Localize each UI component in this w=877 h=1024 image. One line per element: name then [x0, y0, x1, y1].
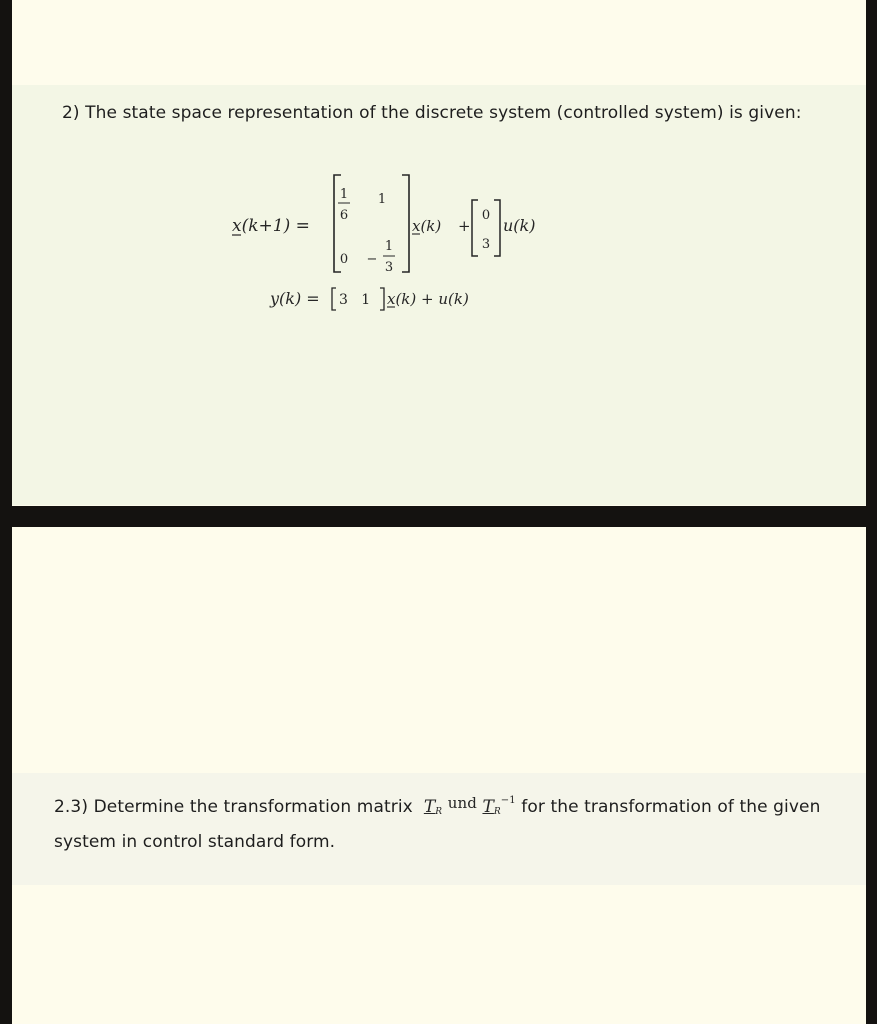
plus-sign: + — [458, 217, 471, 235]
row-c-left-bracket — [332, 288, 336, 310]
state-space-equations — [12, 0, 866, 506]
page-panel-bottom — [12, 527, 866, 1024]
a12: 1 — [377, 192, 387, 207]
vector-b-right-bracket — [494, 200, 500, 256]
state-lhs: x(k+1) = — [232, 216, 310, 236]
matrix-a-right-bracket — [402, 175, 409, 272]
state-vector: x(k) — [412, 217, 442, 235]
b1: 0 — [481, 208, 491, 223]
row-c-right-bracket — [380, 288, 384, 310]
inverse-matrix-symbol: $T_R^{-1}$ — [482, 795, 516, 817]
problem-statement: 2) The state space representation of the discrete system (controlled system) is given: — [62, 103, 802, 123]
a22-denominator: 3 — [384, 260, 394, 275]
state-equation — [232, 175, 535, 275]
input-signal: u(k) — [503, 216, 536, 235]
page-panel-top — [12, 0, 866, 506]
a22-sign: − — [366, 252, 378, 267]
b2: 3 — [481, 237, 491, 252]
transform-matrix-symbol: $T_R$ — [423, 797, 443, 817]
subtask-tail: for the transformation of the given system in control standard form. — [54, 797, 821, 852]
a11-numerator: 1 — [339, 187, 349, 202]
output-equation — [269, 288, 469, 310]
subtask-lead: 2.3) Determine the transformation matrix — [54, 797, 413, 817]
a21: 0 — [339, 252, 349, 267]
vector-b-left-bracket — [472, 200, 478, 256]
a22-numerator: 1 — [384, 239, 394, 254]
und-word: und — [447, 794, 477, 812]
subtask-2-3 — [54, 786, 844, 857]
a11-denominator: 6 — [339, 208, 349, 223]
output-lhs: y(k) = — [270, 289, 320, 308]
row-c-values: 3 1 — [339, 292, 371, 308]
output-rest: x(k) + u(k) — [387, 290, 469, 308]
